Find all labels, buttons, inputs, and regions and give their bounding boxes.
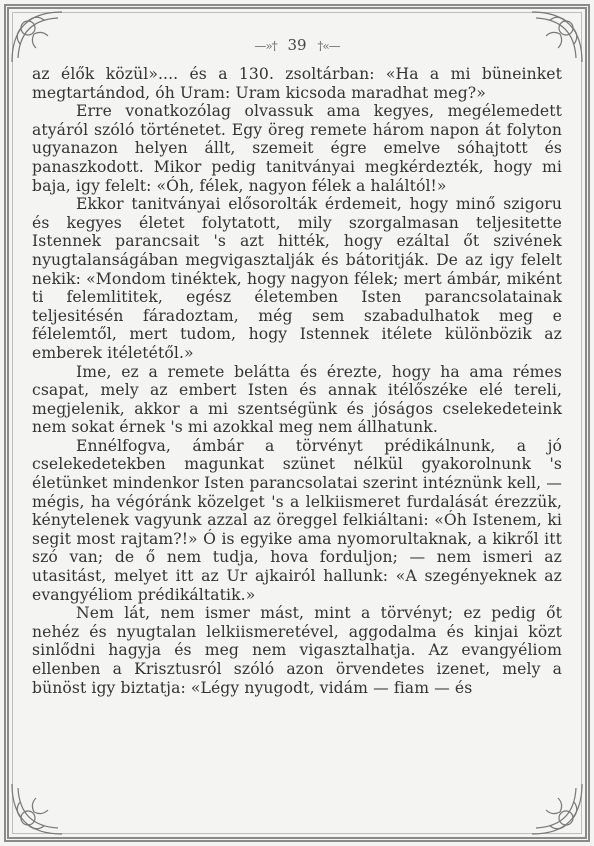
body-text xyxy=(32,65,562,697)
paragraph: Nem lát, nem ismer mást, mint a törvényt; ez pedig őt nehéz és nyugtalan lelkiismeretével, aggodalma és kinjai közt sinlődni hagyja és meg nem vigasztalhatja. Az evangyéliom ellenben a Krisztusról szóló azon örvendetes izenet, mely a bünöst igy biztatja: «Légy nyugodt, vidám — fiam — és xyxy=(32,604,562,697)
paragraph: Ekkor tanitványai elősorolták érdemeit, hogy minő szigoru és kegyes életet folytatott, mily szorgalmasan teljesitette Istennek parancsait 's azt hitték, hogy ezáltal őt szivének nyugtalanságában megvigasztalják és bátoritják. De az igy felelt nekik: «Mondom tinéktek, hogy nagyon félek; mert ámbár, miként ti felemlititek, egész életemben Isten parancsolatainak teljesitésén fáradoztam, még sem szabadulhatok meg e félelemtől, mert tudom, hogy Istennek itélete különbözik az emberek itéletétől.» xyxy=(32,195,562,362)
corner-ornament-icon xyxy=(8,780,66,838)
page-header xyxy=(0,36,594,54)
header-ornament-left: —»† xyxy=(254,39,277,53)
paragraph: Ime, ez a remete belátta és érezte, hogy ha ama rémes csapat, mely az embert Isten és annak itélőszéke elé tereli, megjelenik, akkor a mi szentségünk és jóságos cselekedeteink nem sokat érnek 's mi azokkal meg nem állhatunk. xyxy=(32,362,562,437)
header-ornament-right: †«— xyxy=(317,39,340,53)
page-number: 39 xyxy=(287,36,307,54)
paragraph: Ennélfogva, ámbár a törvényt prédikálnunk, a jó cselekedetekben magunkat szünet nélkül gyakorolnunk 's életünket mindenkor Isten parancsolatai szerint intéznünk kell, — mégis, ha végóránk közelget 's a lelkiismeret furdalását érezzük, kénytelenek vagyunk azzal az öreggel felkiáltani: «Óh Istenem, ki segit most rajtam?!» Ó is egyike ama nyomorultaknak, a kikről itt szó van; de ő nem tudja, hova forduljon; — nem ismeri az utasitást, melyet itt az Ur ajkairól hallunk: «A szegényeknek az evangyéliom prédikáltatik.» xyxy=(32,436,562,604)
paragraph: az élők közül».... és a 130. zsoltárban: «Ha a mi büneinket megtartándod, óh Uram: Uram kicsoda maradhat meg?» xyxy=(32,65,562,102)
corner-ornament-icon xyxy=(528,780,586,838)
paragraph: Erre vonatkozólag olvassuk ama kegyes, megélemedett atyáról szóló történetet. Egy öreg remete három napon át folyton ugyanazon helyen állt, szemeit égre emelve sóhajtott és panaszkodott. Mikor pedig tanitványai megkérdezték, hogy mi baja, igy felelt: «Óh, félek, nagyon félek a haláltól!» xyxy=(32,102,562,195)
